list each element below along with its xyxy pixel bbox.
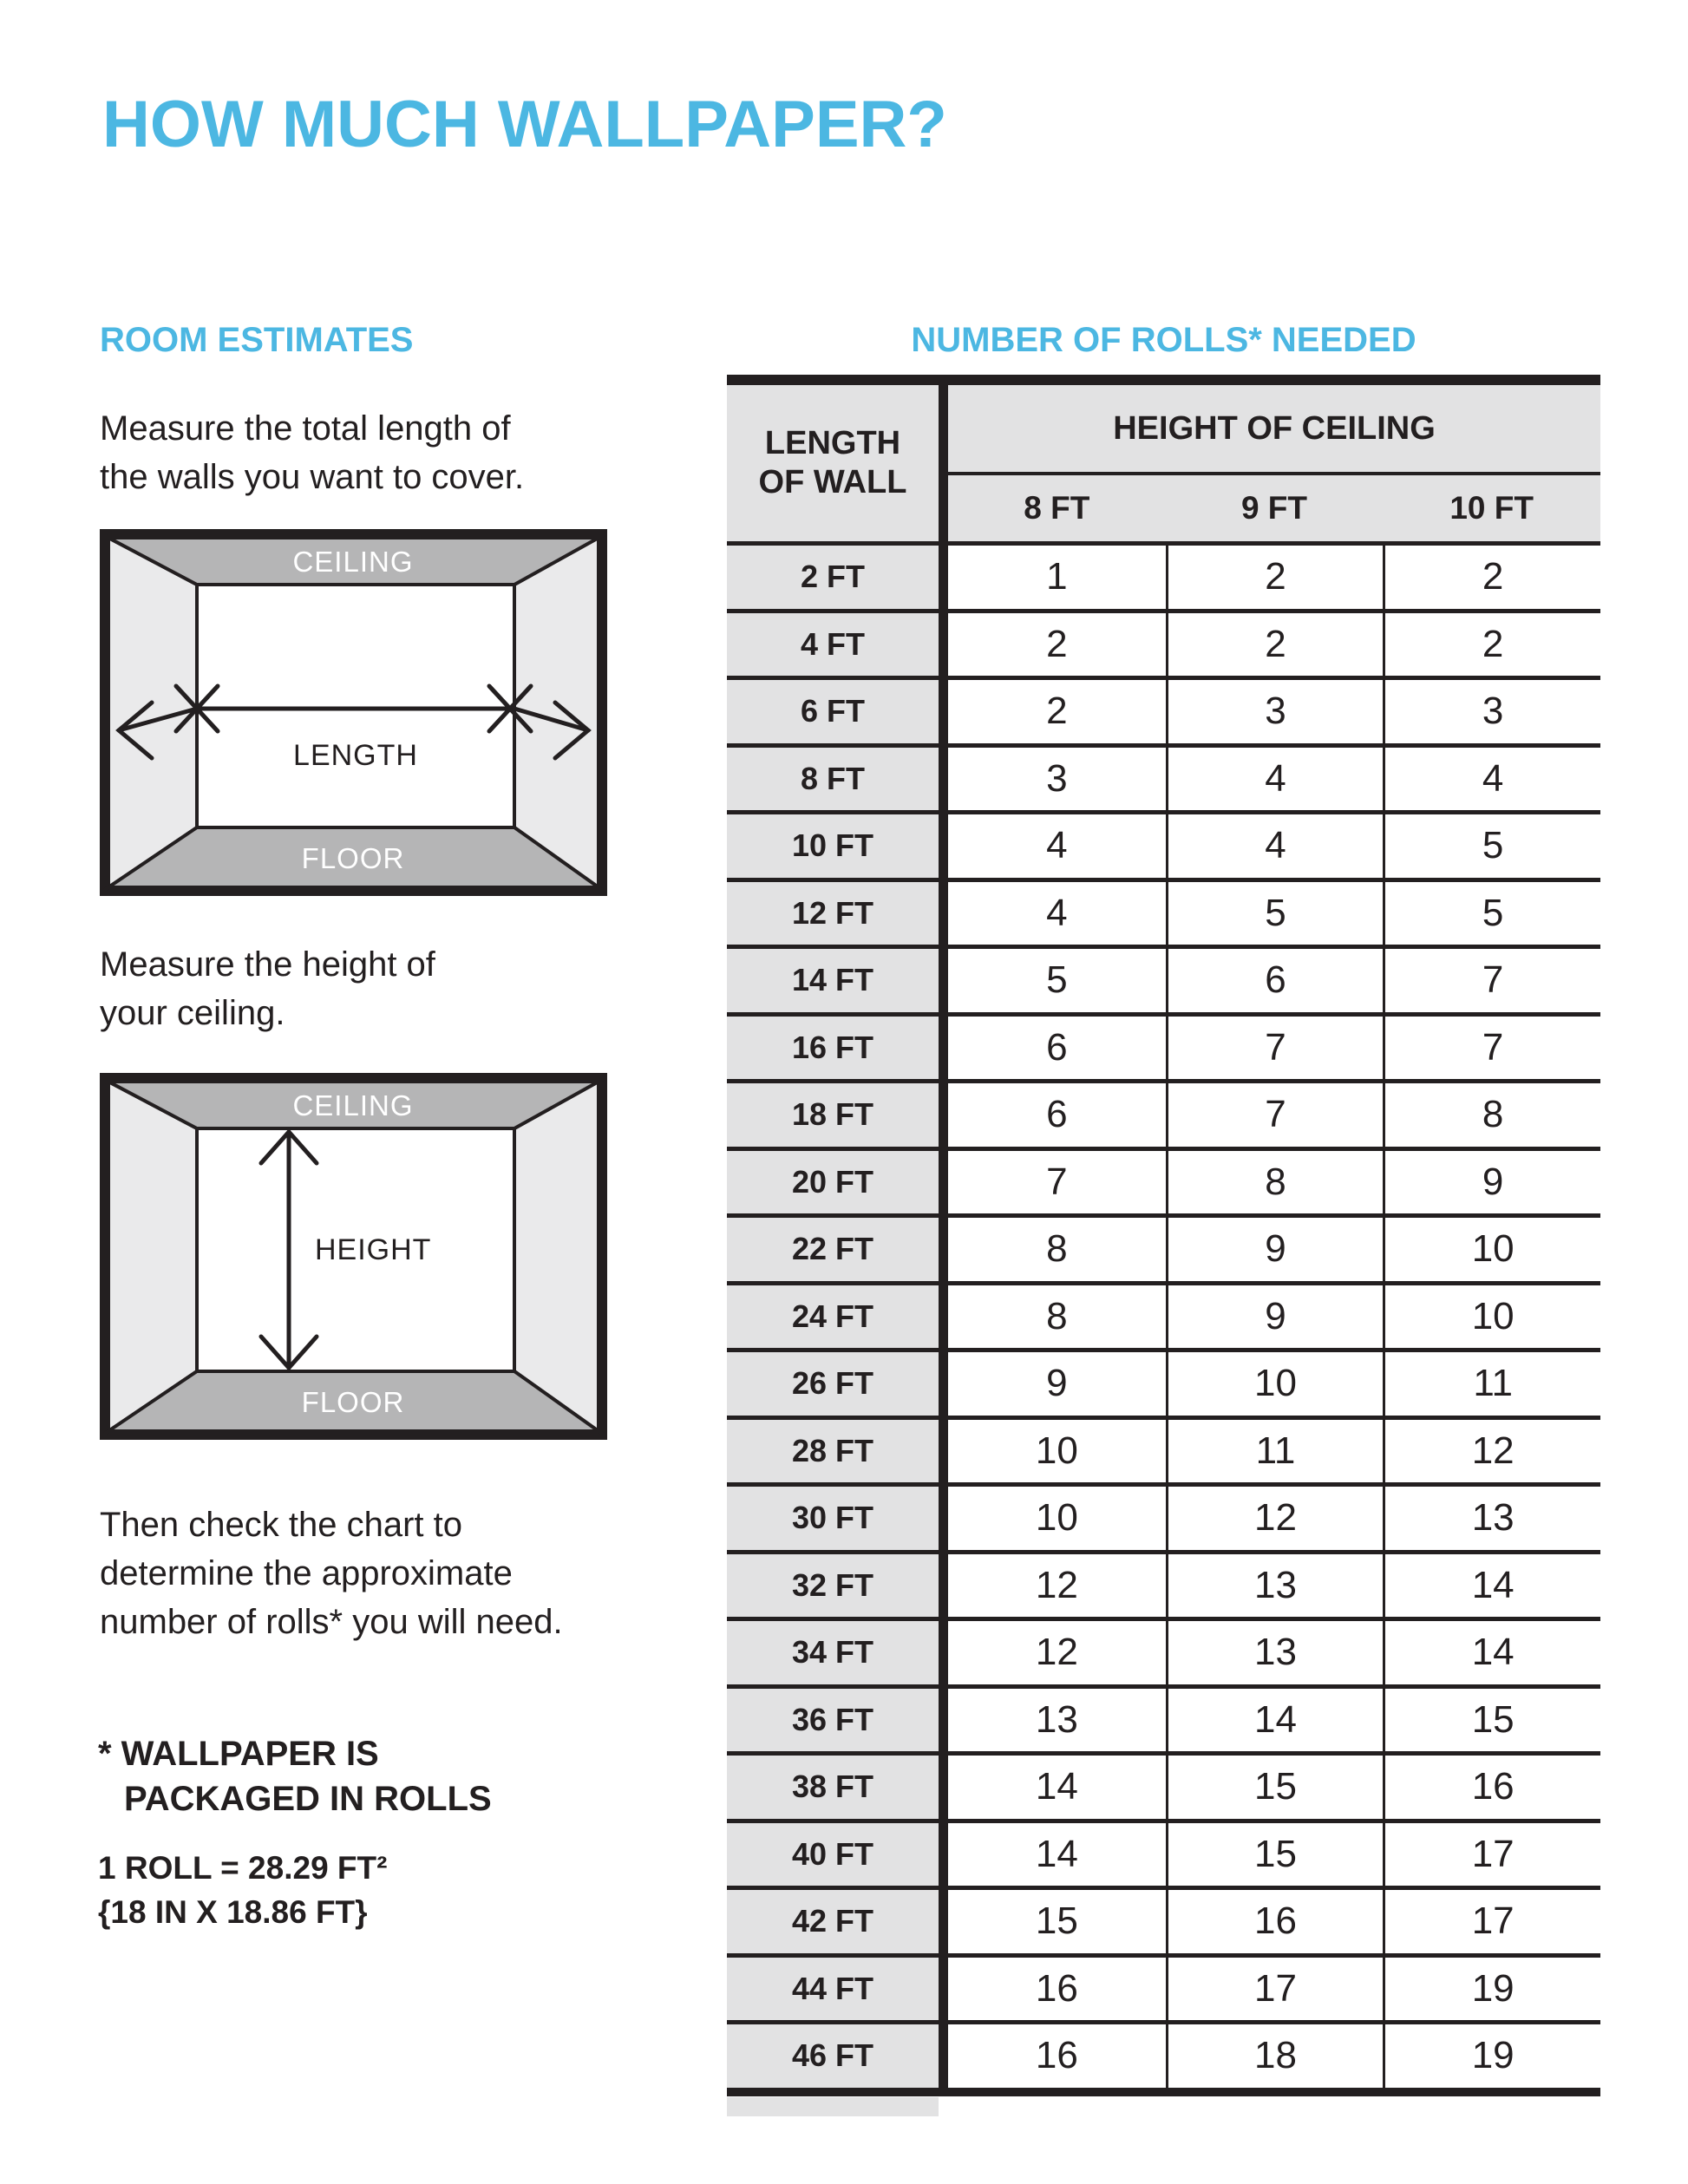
table-row — [727, 1751, 1600, 1819]
text-line: Measure the height of — [100, 945, 435, 984]
rolls-9ft-cell: 6 — [1166, 949, 1384, 1012]
rolls-8ft-cell: 2 — [948, 680, 1166, 743]
table-row — [727, 1617, 1600, 1684]
col-header-9ft: 9 FT — [1240, 490, 1308, 526]
rolls-10ft-cell: 12 — [1383, 1420, 1600, 1483]
wall-length-cell: 2 FT — [727, 546, 948, 609]
wall-length-cell: 4 FT — [727, 613, 948, 677]
rolls-8ft-cell: 6 — [948, 1083, 1166, 1147]
roll-size-note — [98, 1846, 387, 1934]
rolls-9ft-cell: 9 — [1166, 1218, 1384, 1281]
wall-length-cell: 30 FT — [727, 1487, 948, 1550]
text-line: determine the approximate — [100, 1554, 513, 1592]
table-row — [727, 1684, 1600, 1752]
height-of-ceiling-header-group — [948, 385, 1600, 541]
wall-length-cell: 26 FT — [727, 1352, 948, 1416]
rolls-10ft-cell: 8 — [1383, 1083, 1600, 1147]
rolls-10ft-cell: 2 — [1383, 546, 1600, 609]
rolls-10ft-cell: 9 — [1383, 1151, 1600, 1214]
rolls-9ft-cell: 15 — [1166, 1756, 1384, 1819]
footnote-line: PACKAGED IN ROLLS — [124, 1780, 492, 1818]
table-row — [727, 1550, 1600, 1618]
rolls-10ft-cell: 5 — [1383, 882, 1600, 945]
wall-length-cell: 8 FT — [727, 748, 948, 811]
rolls-9ft-cell: 9 — [1166, 1285, 1384, 1349]
wall-length-cell: 28 FT — [727, 1420, 948, 1483]
height-measure-label: HEIGHT — [315, 1233, 432, 1266]
wall-length-cell: 20 FT — [727, 1151, 948, 1214]
rolls-10ft-cell: 4 — [1383, 748, 1600, 811]
length-measure-label: LENGTH — [293, 739, 418, 772]
rolls-10ft-cell: 7 — [1383, 949, 1600, 1012]
col-header-10ft: 10 FT — [1449, 490, 1534, 526]
floor-label: FLOOR — [301, 1386, 405, 1418]
wall-length-cell: 38 FT — [727, 1756, 948, 1819]
table-row — [727, 1953, 1600, 2021]
table-row — [727, 1482, 1600, 1550]
rolls-table-body — [727, 541, 1600, 2088]
rolls-10ft-cell: 13 — [1383, 1487, 1600, 1550]
wall-length-cell: 32 FT — [727, 1554, 948, 1618]
wall-length-cell: 18 FT — [727, 1083, 948, 1147]
wall-length-cell: 34 FT — [727, 1621, 948, 1684]
rolls-8ft-cell: 12 — [948, 1554, 1166, 1618]
rolls-10ft-cell: 17 — [1383, 1823, 1600, 1886]
rolls-10ft-cell: 3 — [1383, 680, 1600, 743]
rolls-needed-table — [727, 375, 1600, 2096]
table-row — [727, 1012, 1600, 1080]
table-row — [727, 810, 1600, 878]
text-line: the walls you want to cover. — [100, 458, 525, 496]
wall-length-cell: 22 FT — [727, 1218, 948, 1281]
roll-area-text: 1 ROLL = 28.29 FT² — [98, 1850, 388, 1886]
rolls-8ft-cell: 14 — [948, 1823, 1166, 1886]
table-row — [727, 609, 1600, 677]
rolls-9ft-cell: 8 — [1166, 1151, 1384, 1214]
rolls-needed-heading: NUMBER OF ROLLS* NEEDED — [911, 321, 1416, 359]
room-estimates-heading: ROOM ESTIMATES — [100, 321, 414, 359]
rolls-9ft-cell: 18 — [1166, 2024, 1384, 2088]
floor-label: FLOOR — [301, 842, 405, 874]
rolls-9ft-cell: 10 — [1166, 1352, 1384, 1416]
rolls-8ft-cell: 14 — [948, 1756, 1166, 1819]
rolls-9ft-cell: 4 — [1166, 748, 1384, 811]
text-line: Measure the total length of — [100, 409, 511, 448]
table-row — [727, 1281, 1600, 1349]
rolls-10ft-cell: 7 — [1383, 1017, 1600, 1080]
wall-length-cell: 42 FT — [727, 1890, 948, 1953]
wall-length-cell: 24 FT — [727, 1285, 948, 1349]
wall-length-cell: 46 FT — [727, 2024, 948, 2088]
rolls-9ft-cell: 2 — [1166, 546, 1384, 609]
rolls-8ft-cell: 4 — [948, 882, 1166, 945]
length-of-wall-header — [727, 385, 948, 541]
table-row — [727, 1079, 1600, 1147]
col-header-8ft: 8 FT — [1024, 490, 1090, 526]
wall-length-cell: 12 FT — [727, 882, 948, 945]
rolls-10ft-cell: 10 — [1383, 1285, 1600, 1349]
roll-dimensions-text: {18 IN X 18.86 FT} — [98, 1894, 368, 1931]
ceiling-label: CEILING — [292, 546, 414, 578]
text-line: number of rolls* you will need. — [100, 1603, 563, 1641]
rolls-9ft-cell: 3 — [1166, 680, 1384, 743]
room-length-diagram — [100, 529, 607, 900]
rolls-9ft-cell: 13 — [1166, 1554, 1384, 1618]
table-row — [727, 743, 1600, 811]
rolls-8ft-cell: 16 — [948, 2024, 1166, 2088]
table-row — [727, 1416, 1600, 1483]
table-row — [727, 1819, 1600, 1886]
table-row — [727, 1213, 1600, 1281]
rolls-9ft-cell: 5 — [1166, 882, 1384, 945]
table-gray-tail — [727, 2097, 939, 2116]
rolls-8ft-cell: 6 — [948, 1017, 1166, 1080]
rolls-9ft-cell: 13 — [1166, 1621, 1384, 1684]
rolls-9ft-cell: 11 — [1166, 1420, 1384, 1483]
rolls-9ft-cell: 4 — [1166, 814, 1384, 878]
table-row — [727, 1886, 1600, 1953]
wall-length-cell: 16 FT — [727, 1017, 948, 1080]
header-line: OF WALL — [758, 464, 907, 500]
wall-length-cell: 44 FT — [727, 1958, 948, 2021]
rolls-10ft-cell: 19 — [1383, 1958, 1600, 2021]
check-chart-text — [100, 1501, 563, 1646]
table-row — [727, 1147, 1600, 1214]
rolls-8ft-cell: 12 — [948, 1621, 1166, 1684]
rolls-9ft-cell: 16 — [1166, 1890, 1384, 1953]
rolls-8ft-cell: 8 — [948, 1285, 1166, 1349]
wall-length-cell: 36 FT — [727, 1689, 948, 1752]
table-row — [727, 541, 1600, 609]
rolls-10ft-cell: 2 — [1383, 613, 1600, 677]
table-row — [727, 1348, 1600, 1416]
rolls-10ft-cell: 5 — [1383, 814, 1600, 878]
rolls-9ft-cell: 14 — [1166, 1689, 1384, 1752]
room-height-diagram — [100, 1073, 607, 1444]
rolls-9ft-cell: 12 — [1166, 1487, 1384, 1550]
rolls-10ft-cell: 15 — [1383, 1689, 1600, 1752]
back-wall-panel — [197, 585, 514, 827]
rolls-8ft-cell: 8 — [948, 1218, 1166, 1281]
table-row — [727, 2020, 1600, 2088]
wall-length-cell: 14 FT — [727, 949, 948, 1012]
table-row — [727, 878, 1600, 945]
rolls-10ft-cell: 11 — [1383, 1352, 1600, 1416]
page-title: HOW MUCH WALLPAPER? — [102, 88, 947, 161]
wall-length-cell: 6 FT — [727, 680, 948, 743]
wall-length-cell: 40 FT — [727, 1823, 948, 1886]
rolls-8ft-cell: 5 — [948, 949, 1166, 1012]
rolls-footnote — [98, 1731, 492, 1821]
rolls-8ft-cell: 13 — [948, 1689, 1166, 1752]
rolls-10ft-cell: 14 — [1383, 1554, 1600, 1618]
rolls-10ft-cell: 10 — [1383, 1218, 1600, 1281]
rolls-10ft-cell: 17 — [1383, 1890, 1600, 1953]
rolls-8ft-cell: 16 — [948, 1958, 1166, 2021]
rolls-8ft-cell: 3 — [948, 748, 1166, 811]
rolls-10ft-cell: 19 — [1383, 2024, 1600, 2088]
rolls-8ft-cell: 4 — [948, 814, 1166, 878]
ceiling-height-columns — [948, 475, 1600, 541]
ceiling-label: CEILING — [292, 1089, 414, 1121]
rolls-8ft-cell: 10 — [948, 1487, 1166, 1550]
text-line: Then check the chart to — [100, 1506, 463, 1544]
rolls-8ft-cell: 15 — [948, 1890, 1166, 1953]
rolls-9ft-cell: 17 — [1166, 1958, 1384, 2021]
wall-length-cell: 10 FT — [727, 814, 948, 878]
rolls-9ft-cell: 7 — [1166, 1083, 1384, 1147]
measure-length-text — [100, 404, 524, 501]
measure-height-text — [100, 940, 435, 1037]
rolls-9ft-cell: 7 — [1166, 1017, 1384, 1080]
table-row — [727, 945, 1600, 1012]
header-line: LENGTH — [764, 425, 901, 462]
text-line: your ceiling. — [100, 994, 285, 1032]
rolls-8ft-cell: 1 — [948, 546, 1166, 609]
room-length-diagram-svg — [100, 529, 607, 896]
rolls-8ft-cell: 2 — [948, 613, 1166, 677]
footnote-line: * WALLPAPER IS — [98, 1735, 379, 1773]
room-height-diagram-svg — [100, 1073, 607, 1440]
table-row — [727, 676, 1600, 743]
table-header — [727, 385, 1600, 541]
rolls-10ft-cell: 16 — [1383, 1756, 1600, 1819]
rolls-8ft-cell: 9 — [948, 1352, 1166, 1416]
rolls-8ft-cell: 10 — [948, 1420, 1166, 1483]
rolls-9ft-cell: 2 — [1166, 613, 1384, 677]
rolls-10ft-cell: 14 — [1383, 1621, 1600, 1684]
rolls-9ft-cell: 15 — [1166, 1823, 1384, 1886]
rolls-8ft-cell: 7 — [948, 1151, 1166, 1214]
height-of-ceiling-header: HEIGHT OF CEILING — [948, 385, 1600, 475]
